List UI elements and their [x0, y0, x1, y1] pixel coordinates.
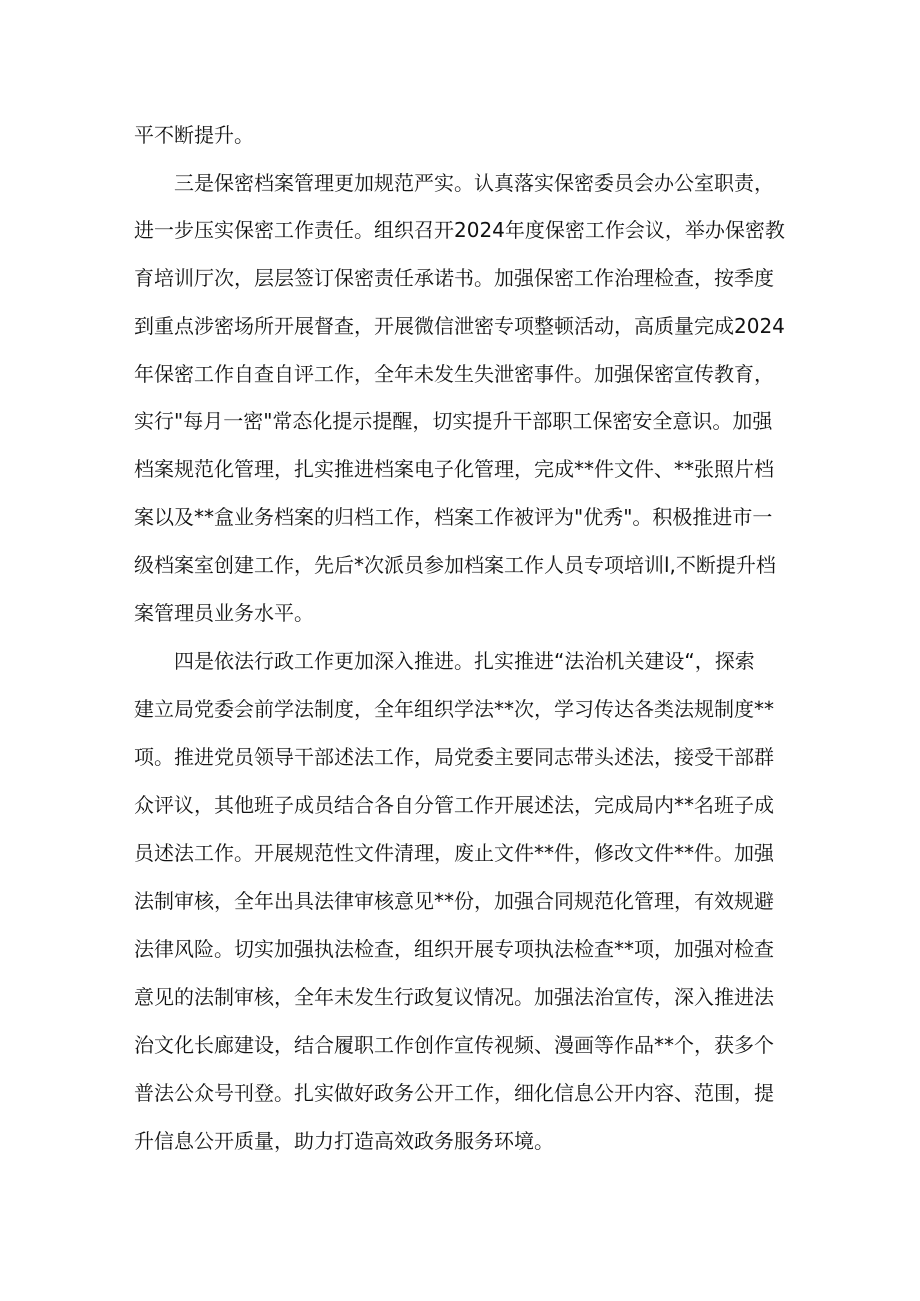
text-line: 进一步压实保密工作责任。组织召开2024年度保密工作会议，举办保密教: [134, 218, 785, 242]
text-line: 意见的法制审核，全年未发生行政复议情况。加强法治宣传，深入推进法: [134, 985, 774, 1009]
text-line: 治文化长廊建设，结合履职工作创作宣传视频、漫画等作品**个，获多个: [134, 1033, 774, 1057]
text-line: 实行"每月一密"常态化提示提醒，切实提升干部职工保密安全意识。加强: [134, 409, 773, 433]
text-line: 到重点涉密场所开展督查，开展微信泄密专项整顿活动，高质量完成2024: [134, 314, 785, 338]
text-line: 案以及**盒业务档案的归档工作，档案工作被评为"优秀"。积极推进市一: [134, 505, 773, 529]
text-line: 升信息公开质量，助力打造高效政务服务环境。: [134, 1129, 554, 1153]
text-line: 档案规范化管理，扎实推进档案电子化管理，完成**件文件、**张照片档: [134, 457, 774, 481]
text-line: 法律风险。切实加强执法检查，组织开展专项执法检查**项，加强对检查: [134, 937, 774, 961]
text-line: 项。推进党员领导干部述法工作，局党委主要同志带头述法，接受干部群: [134, 745, 774, 769]
text-line: 三是保密档案管理更加规范严实。认真落实保密委员会办公室职责，: [174, 171, 774, 195]
text-line: 建立局党委会前学法制度，全年组织学法**次，学习传达各类法规制度**: [134, 697, 774, 721]
text-line: 案管理员业务水平。: [134, 601, 314, 625]
text-line: 法制审核，全年出具法律审核意见**份，加强合同规范化管理，有效规避: [134, 889, 774, 913]
text-line: 级档案室创建工作，先后*次派员参加档案工作人员专项培训l,不断提升档: [134, 553, 776, 577]
text-line: 年保密工作自查自评工作，全年未发生失泄密事件。加强保密宣传教育，: [134, 362, 774, 386]
text-line: 员述法工作。开展规范性文件清理，废止文件**件，修改文件**件。加强: [134, 841, 774, 865]
text-line: 四是依法行政工作更加深入推进。扎实推进“法治机关建设“，探索: [174, 649, 755, 673]
text-line: 育培训厅次，层层签订保密责任承诺书。加强保密工作治理检查，按季度: [134, 266, 774, 290]
text-line: 平不断提升。: [134, 123, 254, 147]
text-line: 普法公众号刊登。扎实做好政务公开工作，细化信息公开内容、范围，提: [134, 1081, 774, 1105]
text-line: 众评议，其他班子成员结合各自分管工作开展述法，完成局内**名班子成: [134, 793, 774, 817]
